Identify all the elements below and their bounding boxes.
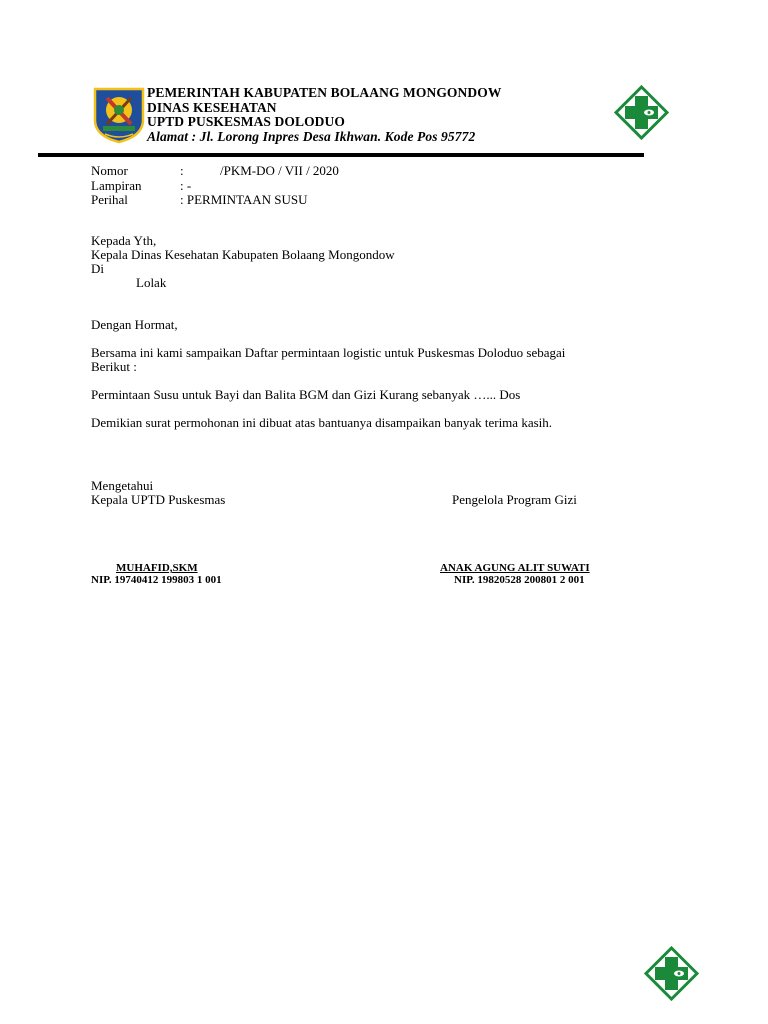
recipient-location: Lolak (136, 275, 167, 290)
meta-nomor-value: /PKM-DO / VII / 2020 (220, 163, 339, 178)
signature-left-title: Kepala UPTD Puskesmas (91, 492, 226, 507)
puskesmas-logo-top (613, 84, 670, 141)
meta-nomor-label: Nomor (91, 163, 128, 178)
signature-acknowledged: Mengetahui (91, 478, 154, 493)
signature-right-title: Pengelola Program Gizi (452, 492, 577, 507)
puskesmas-cross-icon (613, 84, 670, 141)
letterhead-government: PEMERINTAH KABUPATEN BOLAANG MONGONDOW (147, 85, 502, 100)
signature-right-nip: NIP. 19820528 200801 2 001 (454, 574, 585, 586)
meta-lampiran-label: Lampiran (91, 177, 142, 193)
signature-left-name: MUHAFID,SKM (116, 562, 198, 574)
body-paragraph-3: Demikian surat permohonan ini dibuat atas bantuanya disampaikan banyak terima kasih. (91, 415, 553, 430)
letterhead-address: Alamat : Jl. Lorong Inpres Desa Ikhwan. Kode Pos 95772 (147, 128, 476, 144)
body-paragraph-1-line-1: Bersama ini kami sampaikan Daftar permintaan logistic untuk Puskesmas Doloduo sebagai (91, 345, 566, 360)
recipient-title: Kepala Dinas Kesehatan Kabupaten Bolaang Mongondow (91, 247, 395, 262)
body-paragraph-2: Permintaan Susu untuk Bayi dan Balita BGM dan Gizi Kurang sebanyak …... Dos (91, 387, 521, 402)
letterhead-department: DINAS KESEHATAN (147, 99, 277, 115)
letterhead-institution: UPTD PUSKESMAS DOLODUO (147, 114, 345, 129)
puskesmas-logo-bottom (643, 945, 700, 1002)
recipient-di: Di (91, 261, 104, 276)
letterhead-divider (38, 153, 644, 157)
body-paragraph-1-line-2: Berikut : (91, 359, 137, 374)
meta-perihal-label: Perihal (91, 192, 128, 207)
letterhead (147, 86, 501, 144)
regency-crest-icon (91, 86, 147, 144)
meta-nomor-colon: : (180, 163, 184, 178)
recipient-salutation: Kepada Yth, (91, 233, 157, 248)
meta-lampiran-value: : - (180, 177, 192, 193)
signature-right-name: ANAK AGUNG ALIT SUWATI (440, 562, 590, 574)
puskesmas-cross-icon (643, 945, 700, 1002)
signature-left-nip: NIP. 19740412 199803 1 001 (91, 574, 222, 586)
greeting: Dengan Hormat, (91, 317, 178, 332)
meta-perihal-value: : PERMINTAAN SUSU (180, 192, 308, 207)
regency-crest-logo (91, 86, 147, 144)
